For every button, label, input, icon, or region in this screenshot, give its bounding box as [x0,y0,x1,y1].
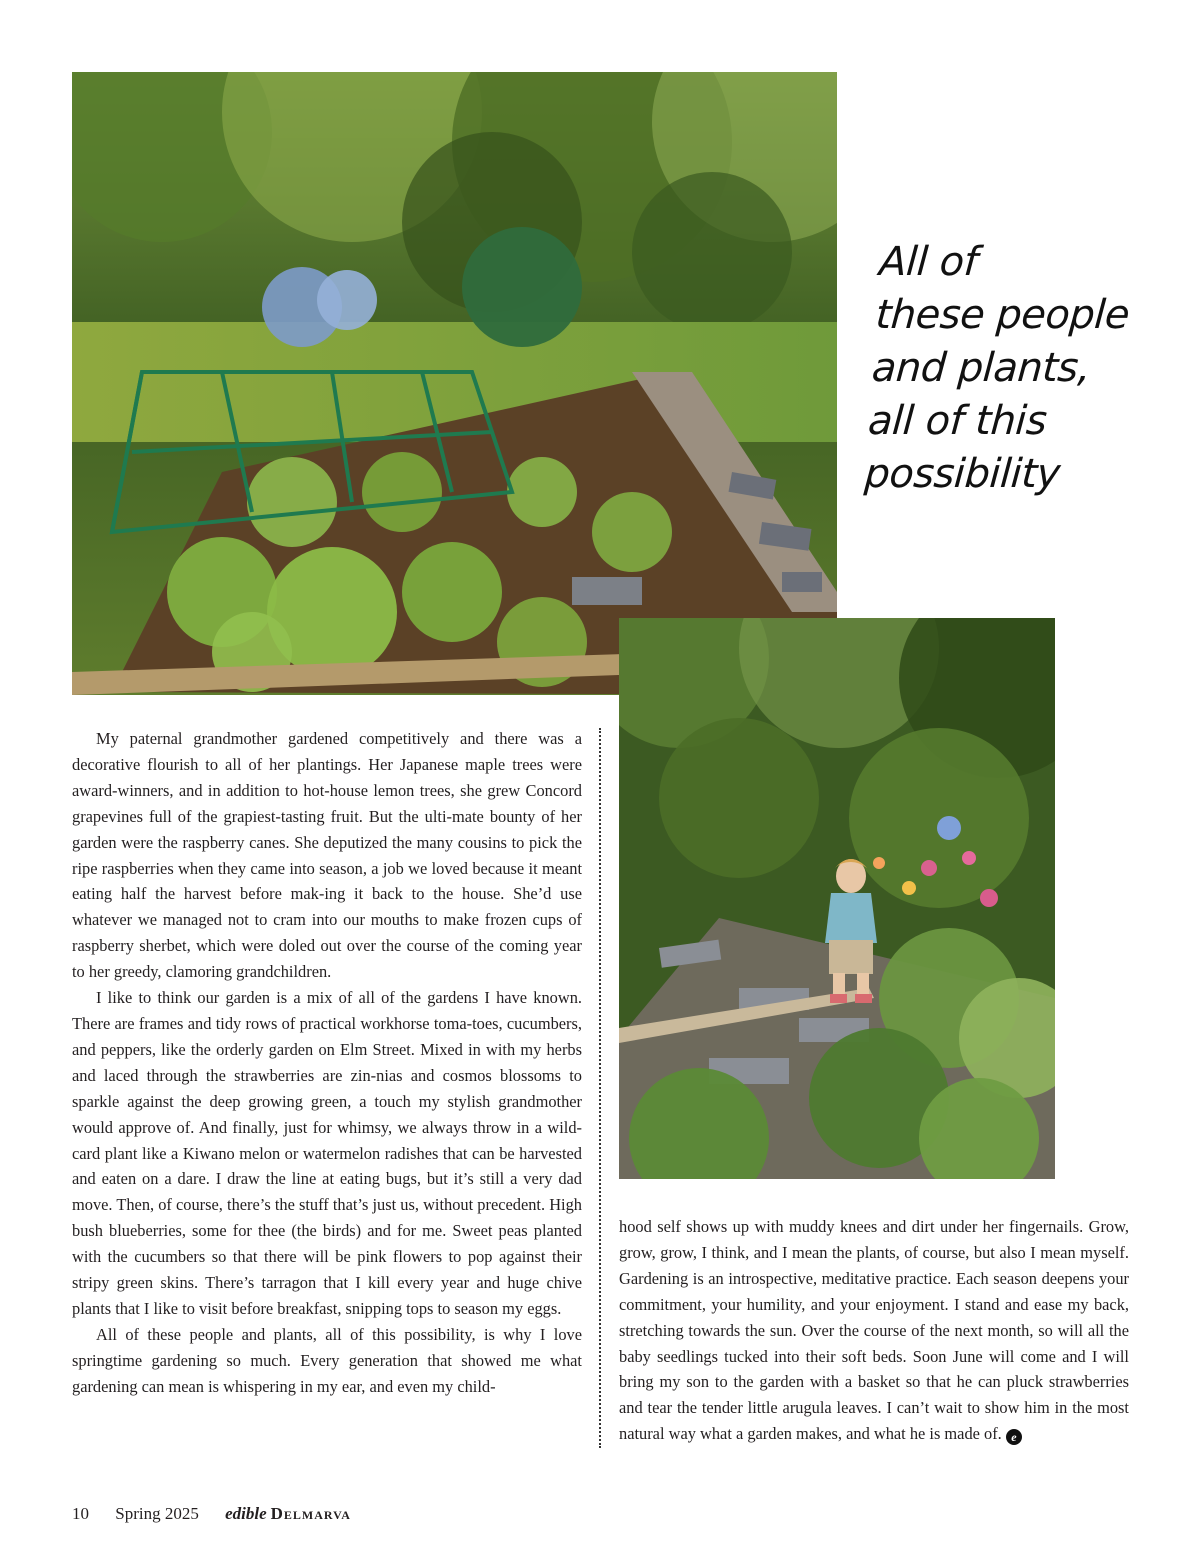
body-paragraph: I like to think our garden is a mix of all of the gardens I have known. There are frames and tidy rows of practical workhorse toma-toes, cucumbers, and peppers, like the orderly garden on Elm Street. Mixed in with my herbs and laced through the strawberries are zin-nias and cosmos blossoms to sparkle against the deep growing green, a touch my stylish grandmother would approve of. And finally, just for whimsy, we always throw in a wild-card plant like a Kiwano melon or watermelon radishes that can be harvested and eaten on a dare. I draw the line at eating bugs, but it’s still a very dad move. Then, of course, there’s the stuff that’s just us, without precedent. High bush blueberries, some for thee (the birds) and for me. Sweet peas planted with the cucumbers so that there will be pink flowers to pop against their stripy green skins. There’s tarragon that I kill every year and huge chive plants that I like to visit before breakfast, snipping tops to season my eggs. [72,988,582,1318]
pull-quote-line: and plants, [870,345,1092,391]
garden-beds-photo [72,72,837,695]
pull-quote-line: possibility [863,451,1062,497]
end-of-article-icon: e [1006,1429,1022,1445]
page-number: 10 [72,1504,89,1523]
article-column-right [619,1214,1129,1447]
article-column-left [72,726,582,1400]
body-paragraph: My paternal grandmother gardened competitively and there was a decorative flourish to all of her plantings. Her Japanese maple trees were award-winners, and in addition to hot-house lemon trees, she grew Concord grapevines full of the grapiest-tasting fruit. But the ulti-mate bounty of her garden were the raspberry canes. She deputized the many cousins to pick the ripe raspberries when they came into season, a job we loved because it meant eating half the harvest before mak-ing it back to the house. She’d use whatever we managed not to cram into our mouths to make frozen cups of raspberry sherbet, which were doled out over the course of the coming year to her greedy, clamoring grandchildren. [72,729,582,982]
brand-prefix: edible [225,1504,267,1523]
pull-quote-line: these people [874,292,1131,338]
body-continued-text: hood self shows up with muddy knees and dirt under her fingernails. Grow, grow, grow, I think, and I mean the plants, of course, but also I mean myself. Gardening is an introspective, meditative practice. Each season deepens your commitment, your humility, and your enjoyment. I stand and ease my back, stretching towards the sun. Over the course of the next month, so will all the baby seedlings tucked into their soft beds. Soon June will come and I will bring my son to the garden with a basket so that he can pluck strawberries and tear the tender little arugula leaves. I can’t wait to show him in the most natural way what a garden makes, and what he is made of. [619,1217,1129,1444]
pull-quote [863,236,1182,501]
child-in-garden-photo [619,618,1055,1179]
issue-label: Spring 2025 [115,1504,199,1523]
pull-quote-line: all of this [866,398,1049,444]
body-paragraph: All of these people and plants, all of this possibility, is why I love springtime gardening so much. Every generation that showed me what gardening can mean is whispering in my ear, and even my child- [72,1324,582,1396]
page-footer [72,1504,351,1524]
brand-name: Delmarva [270,1504,351,1523]
pull-quote-line: All of [877,239,979,285]
body-paragraph-continued [619,1214,1129,1447]
column-divider [599,728,601,1448]
